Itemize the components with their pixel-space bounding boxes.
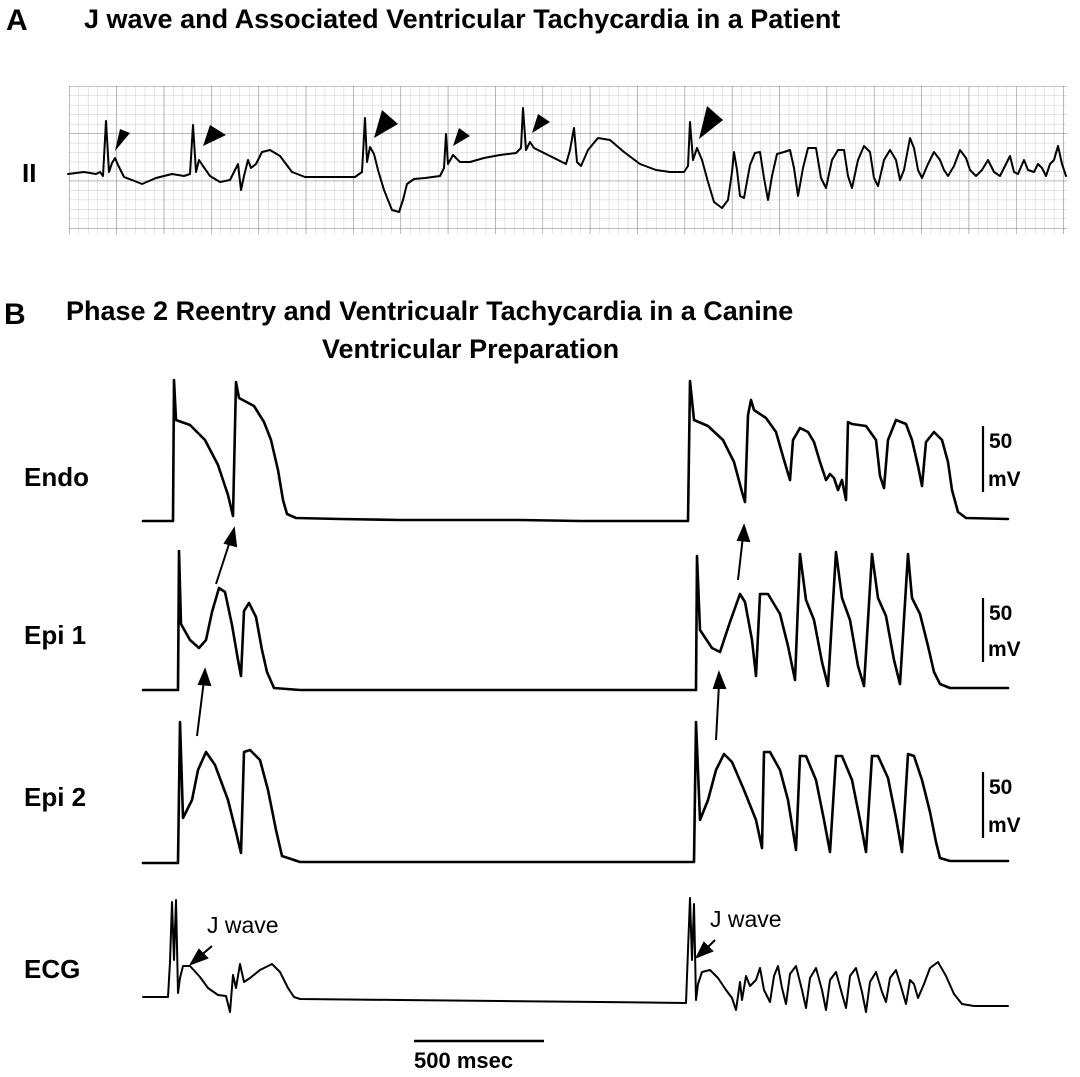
j-wave-label-1: J wave — [207, 912, 279, 938]
ecg-label: ECG — [24, 954, 81, 984]
epi2-trace — [143, 722, 1008, 863]
j-wave-arrows — [191, 940, 715, 964]
endo-label: Endo — [24, 462, 89, 492]
lead-ii-label: II — [22, 158, 37, 188]
propagation-arrows — [197, 526, 749, 740]
endo-scale-unit: mV — [988, 468, 1021, 491]
epi1-scale-unit: mV — [988, 638, 1021, 661]
epi1-scale-value: 50 — [989, 602, 1013, 625]
ecg-trace — [143, 898, 1008, 1012]
endo-scale-value: 50 — [989, 430, 1013, 453]
panel-a-title: J wave and Associated Ventricular Tachycardia in a Patient — [84, 4, 841, 34]
j-wave-label-2: J wave — [710, 906, 782, 932]
epi1-label: Epi 1 — [24, 620, 87, 650]
panel-b-title-line1: Phase 2 Reentry and Ventricualr Tachycardia in a Canine — [66, 296, 794, 326]
endo-trace — [143, 380, 1008, 521]
panel-b-letter: B — [4, 298, 26, 331]
epi2-scale-unit: mV — [988, 814, 1021, 837]
panel-b-title-line2: Ventricular Preparation — [322, 334, 620, 364]
epi2-scale-value: 50 — [989, 776, 1013, 799]
panel-a-letter: A — [6, 4, 28, 37]
epi2-label: Epi 2 — [24, 782, 87, 812]
epi1-trace — [143, 551, 1008, 690]
time-scale-label: 500 msec — [414, 1048, 514, 1073]
